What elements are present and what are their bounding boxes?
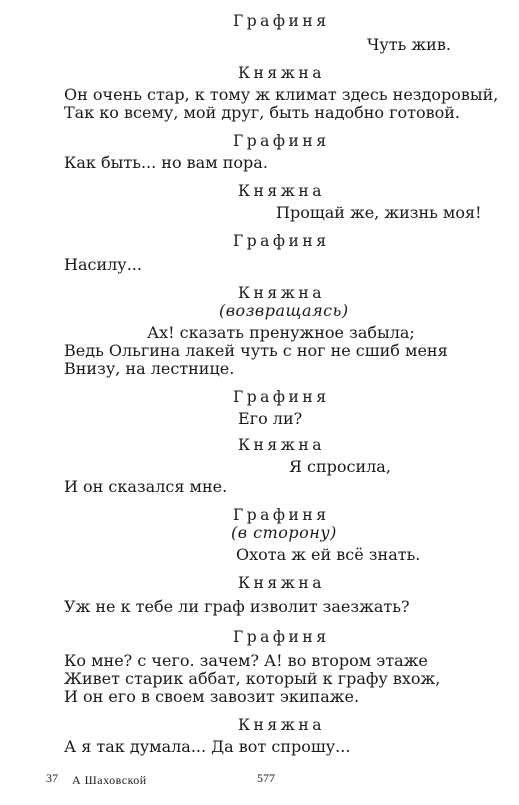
speaker-name: Княжна <box>238 716 325 734</box>
speaker-name: Графиня <box>233 628 330 646</box>
verse-line: А я так думала... Да вот спрошу... <box>64 737 351 756</box>
verse-line: И он сказался мне. <box>64 477 228 496</box>
verse-line: Охота ж ей всё знать. <box>236 545 421 564</box>
verse-line: Как быть... но вам пора. <box>64 153 268 172</box>
speaker-name: Графиня <box>233 12 330 30</box>
speaker-name: Графиня <box>233 132 330 150</box>
verse-line: Так ко всему, мой друг, быть надобно готовой. <box>64 103 460 122</box>
page-number: 577 <box>257 771 275 785</box>
speaker-name: Княжна <box>238 182 325 200</box>
verse-line: Внизу, на лестнице. <box>64 359 235 378</box>
verse-line: Его ли? <box>238 409 303 428</box>
verse-line: Ведь Ольгина лакей чуть с ног не сшиб меня <box>64 341 448 360</box>
verse-line: Чуть жив. <box>367 35 451 54</box>
verse-line: Ах! сказать пренужное забыла; <box>147 323 415 342</box>
speaker-name: Княжна <box>238 284 325 302</box>
verse-line: Ко мне? с чего. зачем? А! во втором этаже <box>64 651 428 670</box>
verse-line: Прощай же, жизнь моя! <box>276 203 482 222</box>
speaker-name: Княжна <box>238 64 325 82</box>
stage-direction: (возвращаясь) <box>219 301 349 320</box>
verse-line: Я спросила, <box>289 457 391 476</box>
speaker-name: Графиня <box>233 506 330 524</box>
speaker-name: Графиня <box>233 232 330 250</box>
speaker-name: Княжна <box>238 574 325 592</box>
verse-line: И он его в своем завозит экипаже. <box>64 687 360 706</box>
verse-line: Он очень стар, к тому ж климат здесь нездоровый, <box>64 85 499 104</box>
signature-number: 37 <box>46 771 58 785</box>
verse-line: Живет старик аббат, который к графу вхож, <box>64 669 441 688</box>
signature-name: А Шаховской <box>72 773 147 787</box>
stage-direction: (в сторону) <box>231 523 337 542</box>
speaker-name: Графиня <box>233 388 330 406</box>
speaker-name: Княжна <box>238 436 325 454</box>
verse-line: Уж не к тебе ли граф изволит заезжать? <box>64 597 410 616</box>
verse-line: Насилу... <box>64 255 142 274</box>
